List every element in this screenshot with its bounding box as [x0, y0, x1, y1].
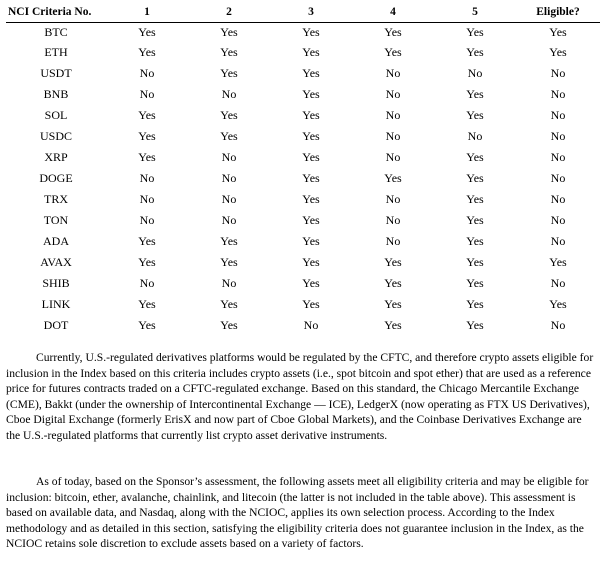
eligible-cell: No [550, 276, 566, 290]
asset-symbol: BNB [43, 87, 69, 101]
criterion-3-cell: Yes [302, 213, 320, 227]
table-row [6, 210, 600, 231]
criterion-3-cell: Yes [302, 66, 320, 80]
asset-symbol: DOGE [39, 171, 73, 185]
criterion-1-cell: Yes [138, 45, 156, 59]
criterion-1-cell: No [139, 213, 155, 227]
criterion-4-cell: Yes [384, 297, 402, 311]
asset-symbol: TRX [44, 192, 68, 206]
criterion-4-cell: No [385, 108, 401, 122]
criterion-3-cell: Yes [302, 192, 320, 206]
asset-symbol: TON [43, 213, 69, 227]
criterion-5-cell: Yes [466, 192, 484, 206]
table-row [6, 147, 600, 168]
paragraph-eligibility-assessment: As of today, based on the Sponsor’s assessment, the following assets meet all eligibility criteria and may be eligible for inclusion: bitcoin, ether, avalanche, chainlink, and litecoin (the latter is not included in the table above). This assessment is based on available data, and Nasdaq, along with the NCIOC, applies its own selection process. According to the Index methodology and as detailed in this section, satisfying the eligibility criteria does not guarantee inclusion in the Index, as the NCIOC retains sole discretion to exclude assets based on a variety of factors. [6, 475, 589, 551]
table-row [6, 23, 600, 43]
criterion-2-cell: Yes [220, 45, 238, 59]
asset-symbol: ETH [44, 45, 68, 59]
criterion-1-cell: Yes [138, 129, 156, 143]
criterion-5-cell: Yes [466, 45, 484, 59]
criterion-5-cell: Yes [466, 87, 484, 101]
criterion-5-cell: Yes [466, 150, 484, 164]
criterion-4-cell: No [385, 192, 401, 206]
header-criterion-1: 1 [106, 2, 188, 23]
header-criterion-2: 2 [188, 2, 270, 23]
criterion-2-cell: Yes [220, 318, 238, 332]
eligible-cell: No [550, 318, 566, 332]
criterion-1-cell: No [139, 276, 155, 290]
asset-symbol: LINK [41, 297, 71, 311]
asset-symbol: BTC [44, 25, 68, 39]
criterion-4-cell: Yes [384, 25, 402, 39]
header-criteria-no: NCI Criteria No. [6, 2, 106, 23]
asset-symbol: USDC [39, 129, 72, 143]
table-row [6, 315, 600, 336]
criterion-2-cell: No [221, 192, 237, 206]
criterion-1-cell: No [139, 66, 155, 80]
criterion-4-cell: Yes [384, 276, 402, 290]
criterion-2-cell: No [221, 213, 237, 227]
criterion-5-cell: No [467, 129, 483, 143]
criterion-1-cell: No [139, 171, 155, 185]
criterion-3-cell: Yes [302, 276, 320, 290]
criterion-2-cell: No [221, 150, 237, 164]
criterion-3-cell: No [303, 318, 319, 332]
table-row [6, 273, 600, 294]
paragraph-cftc-platforms: Currently, U.S.-regulated derivatives platforms would be regulated by the CFTC, and therefore crypto assets eligible for inclusion in the Index based on this criteria includes crypto assets (i.e., spot bitcoin and spot ether) that are used as a reference price for futures contracts traded on a CFTC-regulated exchange. Based on this standard, the Chicago Mercantile Exchange (CME), Bakkt (under the ownership of Intercontinental Exchange — ICE), LedgerX (now operating as FTX US Derivatives), Cboe Digital Exchange (formerly ErisX and now part of Cboe Global Markets), and the Coinbase Derivatives Exchange are the U.S.-regulated platforms that currently list crypto asset derivative instruments. [6, 351, 594, 442]
criterion-3-cell: Yes [302, 297, 320, 311]
asset-symbol: USDT [40, 66, 72, 80]
eligible-cell: No [550, 213, 566, 227]
table-row [6, 231, 600, 252]
criterion-2-cell: Yes [220, 25, 238, 39]
criterion-5-cell: Yes [466, 297, 484, 311]
criterion-4-cell: Yes [384, 318, 402, 332]
criterion-3-cell: Yes [302, 171, 320, 185]
criterion-1-cell: Yes [138, 150, 156, 164]
eligible-cell: No [550, 66, 566, 80]
table-row [6, 126, 600, 147]
eligible-cell: No [550, 108, 566, 122]
eligible-cell: No [550, 150, 566, 164]
asset-symbol: SOL [44, 108, 68, 122]
criterion-1-cell: No [139, 192, 155, 206]
criterion-1-cell: Yes [138, 318, 156, 332]
criterion-4-cell: No [385, 150, 401, 164]
table-header-row [6, 2, 600, 23]
criterion-1-cell: Yes [138, 108, 156, 122]
table-row [6, 42, 600, 63]
criterion-1-cell: Yes [138, 297, 156, 311]
criterion-1-cell: No [139, 87, 155, 101]
criterion-3-cell: Yes [302, 87, 320, 101]
asset-symbol: AVAX [40, 255, 72, 269]
table-row [6, 105, 600, 126]
eligible-cell: No [550, 192, 566, 206]
table-row [6, 168, 600, 189]
criterion-4-cell: Yes [384, 45, 402, 59]
eligible-cell: Yes [549, 45, 567, 59]
asset-symbol: SHIB [42, 276, 70, 290]
criterion-2-cell: No [221, 171, 237, 185]
criterion-4-cell: No [385, 66, 401, 80]
criterion-3-cell: Yes [302, 25, 320, 39]
eligible-cell: Yes [549, 25, 567, 39]
criterion-5-cell: Yes [466, 318, 484, 332]
criterion-2-cell: No [221, 276, 237, 290]
criterion-3-cell: Yes [302, 234, 320, 248]
eligible-cell: No [550, 234, 566, 248]
criterion-5-cell: Yes [466, 255, 484, 269]
criterion-3-cell: Yes [302, 255, 320, 269]
criterion-5-cell: Yes [466, 276, 484, 290]
criterion-3-cell: Yes [302, 108, 320, 122]
criterion-4-cell: No [385, 213, 401, 227]
nci-criteria-table [6, 2, 600, 336]
criterion-1-cell: Yes [138, 234, 156, 248]
criterion-3-cell: Yes [302, 45, 320, 59]
table-row [6, 189, 600, 210]
criterion-3-cell: Yes [302, 129, 320, 143]
header-criterion-4: 4 [352, 2, 434, 23]
criterion-2-cell: Yes [220, 129, 238, 143]
criterion-4-cell: No [385, 129, 401, 143]
criterion-5-cell: No [467, 66, 483, 80]
criterion-3-cell: Yes [302, 150, 320, 164]
eligible-cell: No [550, 171, 566, 185]
criterion-5-cell: Yes [466, 213, 484, 227]
header-criterion-5: 5 [434, 2, 516, 23]
asset-symbol: ADA [43, 234, 69, 248]
eligible-cell: Yes [549, 255, 567, 269]
criterion-5-cell: Yes [466, 25, 484, 39]
criterion-2-cell: Yes [220, 297, 238, 311]
criterion-4-cell: Yes [384, 255, 402, 269]
eligible-cell: No [550, 87, 566, 101]
table-row [6, 294, 600, 315]
criterion-4-cell: Yes [384, 171, 402, 185]
asset-symbol: DOT [43, 318, 69, 332]
criterion-2-cell: Yes [220, 66, 238, 80]
header-eligible: Eligible? [516, 2, 600, 23]
header-criterion-3: 3 [270, 2, 352, 23]
table-row [6, 63, 600, 84]
criterion-2-cell: Yes [220, 255, 238, 269]
criterion-5-cell: Yes [466, 234, 484, 248]
criterion-4-cell: No [385, 87, 401, 101]
eligible-cell: No [550, 129, 566, 143]
asset-symbol: XRP [44, 150, 68, 164]
criterion-1-cell: Yes [138, 25, 156, 39]
criterion-2-cell: No [221, 87, 237, 101]
criterion-4-cell: No [385, 234, 401, 248]
criterion-2-cell: Yes [220, 234, 238, 248]
criterion-5-cell: Yes [466, 108, 484, 122]
table-row [6, 84, 600, 105]
criterion-2-cell: Yes [220, 108, 238, 122]
eligible-cell: Yes [549, 297, 567, 311]
criterion-5-cell: Yes [466, 171, 484, 185]
criterion-1-cell: Yes [138, 255, 156, 269]
table-row [6, 252, 600, 273]
